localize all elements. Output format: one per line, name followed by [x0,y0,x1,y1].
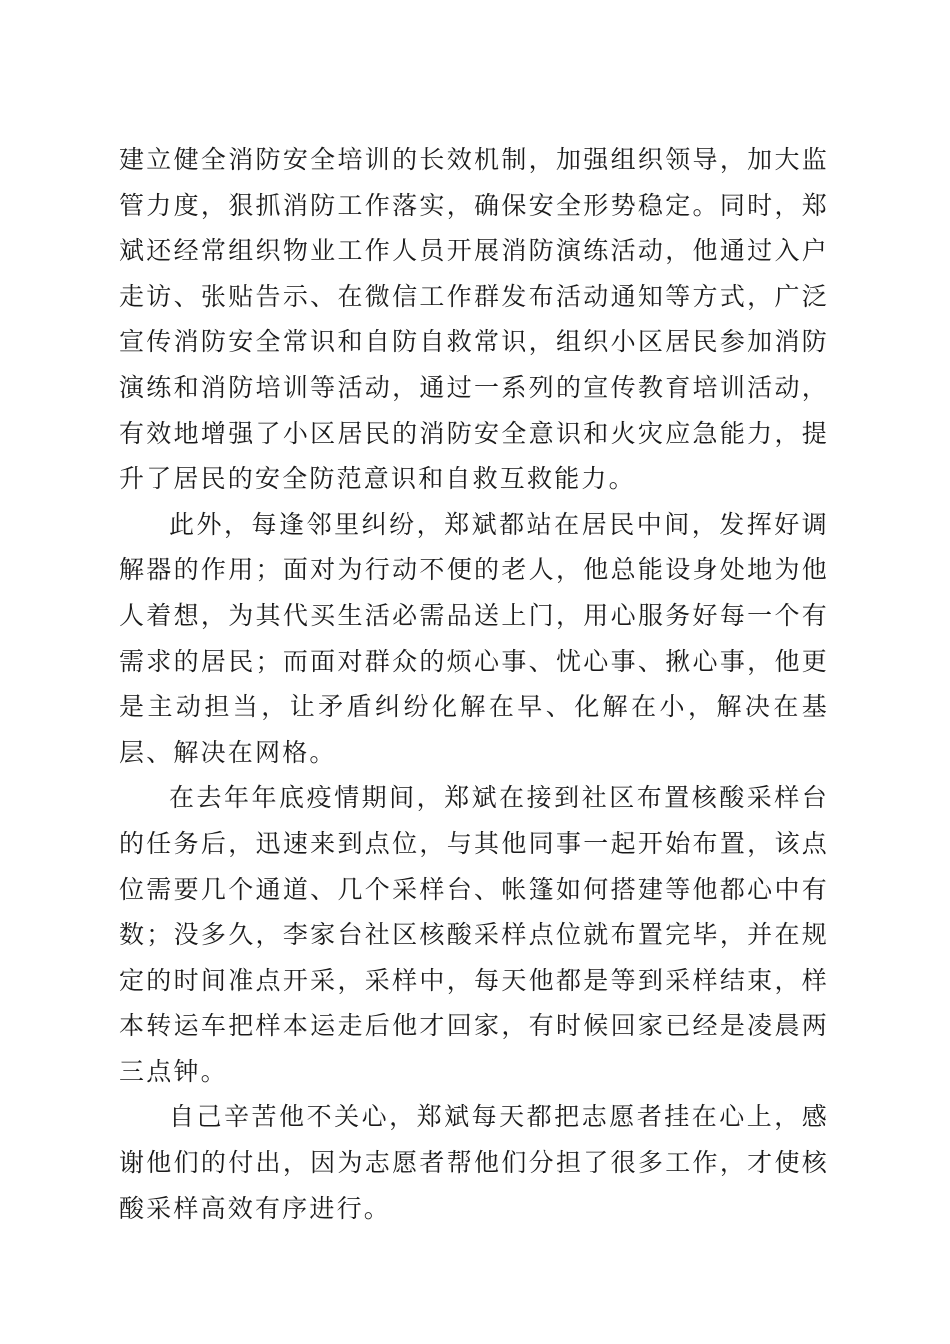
paragraph-1: 建立健全消防安全培训的长效机制，加强组织领导，加大监管力度，狠抓消防工作落实，确保安全形势稳定。同时，郑斌还经常组织物业工作人员开展消防演练活动，他通过入户走访、张贴告示、在微信工作群发布活动通知等方式，广泛宣传消防安全常识和自防自救常识，组织小区居民参加消防演练和消防培训等活动，通过一系列的宣传教育培训活动，有效地增强了小区居民的消防安全意识和火灾应急能力，提升了居民的安全防范意识和自救互救能力。 [119,145,829,494]
body-text [119,137,829,1231]
paragraph-2: 此外，每逢邻里纠纷，郑斌都站在居民中间，发挥好调解器的作用；面对为行动不便的老人，他总能设身处地为他人着想，为其代买生活必需品送上门，用心服务好每一个有需求的居民；而面对群众的烦心事、忧心事、揪心事，他更是主动担当，让矛盾纠纷化解在早、化解在小，解决在基层、解决在网格。 [119,509,829,767]
paragraph-3: 在去年年底疫情期间，郑斌在接到社区布置核酸采样台的任务后，迅速来到点位，与其他同事一起开始布置，该点位需要几个通道、几个采样台、帐篷如何搭建等他都心中有数；没多久，李家台社区核酸采样点位就布置完毕，并在规定的时间准点开采，采样中，每天他都是等到采样结束，样本转运车把样本运走后他才回家，有时候回家已经是凌晨两三点钟。 [119,783,829,1086]
paragraph-4: 自己辛苦他不关心，郑斌每天都把志愿者挂在心上，感谢他们的付出，因为志愿者帮他们分担了很多工作，才使核酸采样高效有序进行。 [119,1102,829,1223]
